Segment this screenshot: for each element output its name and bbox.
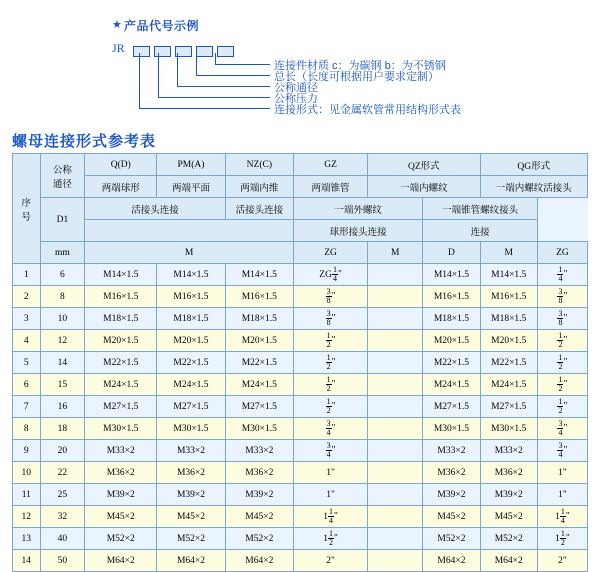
cell-qz-m — [368, 418, 423, 440]
table-row — [13, 352, 588, 374]
cell-index: 5 — [13, 352, 41, 374]
cell-gz: 2" — [294, 550, 368, 572]
table-row — [13, 462, 588, 484]
cell-pm: M22×1.5 — [157, 352, 225, 374]
header-dn-symbol: D1 — [40, 198, 85, 242]
cell-qg-m: M18×1.5 — [480, 308, 537, 330]
cell-qz-m — [368, 440, 423, 462]
cell-nz: M24×1.5 — [225, 374, 293, 396]
cell-pm: M33×2 — [157, 440, 225, 462]
cell-qd: M64×2 — [85, 550, 157, 572]
table-row — [13, 374, 588, 396]
table-row — [13, 308, 588, 330]
cell-index: 4 — [13, 330, 41, 352]
cell-index: 3 — [13, 308, 41, 330]
cell-pm: M24×1.5 — [157, 374, 225, 396]
cell-nz: M27×1.5 — [225, 396, 293, 418]
table-row — [13, 440, 588, 462]
table-row — [13, 286, 588, 308]
cell-qz-d: M22×1.5 — [423, 352, 480, 374]
cell-qz-d: M16×1.5 — [423, 286, 480, 308]
header-sub-union-2: 活接头连接 — [225, 198, 293, 220]
cell-qg-m: M36×2 — [480, 462, 537, 484]
header-index-line1: 序 — [21, 198, 32, 209]
cell-qg-zg: 2" — [537, 550, 587, 572]
cell-index: 6 — [13, 374, 41, 396]
cell-dn: 16 — [40, 396, 85, 418]
cell-gz: ZG $\frac{1}{4}$ " — [294, 264, 368, 286]
header-group-qg: QG形式 — [480, 154, 587, 176]
cell-nz: M33×2 — [225, 440, 293, 462]
cell-dn: 10 — [40, 308, 85, 330]
header-unit-m-3: M — [480, 242, 537, 264]
cell-pm: M45×2 — [157, 506, 225, 528]
cell-dn: 32 — [40, 506, 85, 528]
cell-index: 1 — [13, 264, 41, 286]
star-icon: ★ — [112, 19, 122, 31]
cell-pm: M20×1.5 — [157, 330, 225, 352]
leader-v-5 — [215, 53, 216, 64]
cell-index: 7 — [13, 396, 41, 418]
header-dn-line2: 通径 — [52, 178, 72, 190]
cell-gz: 1 $\frac{1}{2}$ " — [294, 528, 368, 550]
cell-nz: M36×2 — [225, 462, 293, 484]
cell-pm: M27×1.5 — [157, 396, 225, 418]
cell-qz-m — [368, 396, 423, 418]
table-row — [13, 264, 588, 286]
header-unit-mm: mm — [40, 242, 85, 264]
cell-qg-m: M27×1.5 — [480, 396, 537, 418]
table-title: 螺母连接形式参考表 — [12, 133, 157, 150]
cell-qz-m — [368, 506, 423, 528]
cell-dn: 8 — [40, 286, 85, 308]
header-unit-d: D — [423, 242, 480, 264]
cell-dn: 18 — [40, 418, 85, 440]
cell-qz-m — [368, 462, 423, 484]
cell-qg-m: M52×2 — [480, 528, 537, 550]
table-row — [13, 418, 588, 440]
code-box-row — [133, 43, 238, 61]
cell-qz-d: M18×1.5 — [423, 308, 480, 330]
header-unit-m-2: M — [368, 242, 423, 264]
cell-qz-m — [368, 374, 423, 396]
leader-v-3 — [177, 53, 178, 86]
leader-v-2 — [158, 53, 159, 97]
cell-qd: M14×1.5 — [85, 264, 157, 286]
cell-qd: M52×2 — [85, 528, 157, 550]
cell-pm: M18×1.5 — [157, 308, 225, 330]
product-code-diagram — [0, 0, 600, 130]
cell-pm: M64×2 — [157, 550, 225, 572]
header-unit-zg-1: ZG — [294, 242, 368, 264]
cell-qg-zg: 1 $\frac{1}{2}$ " — [537, 528, 587, 550]
cell-dn: 12 — [40, 330, 85, 352]
header-unit-zg-2: ZG — [537, 242, 587, 264]
cell-qg-zg: $\frac{3}{4}$ " — [537, 440, 587, 462]
table-row — [13, 396, 588, 418]
table-header-row-4 — [13, 220, 588, 242]
cell-index: 13 — [13, 528, 41, 550]
cell-qz-m — [368, 308, 423, 330]
cell-gz: $\frac{3}{8}$ " — [294, 286, 368, 308]
cell-qz-m — [368, 330, 423, 352]
header-group-qd: Q(D) — [85, 154, 157, 176]
cell-pm: M36×2 — [157, 462, 225, 484]
cell-nz: M64×2 — [225, 550, 293, 572]
cell-qz-d: M39×2 — [423, 484, 480, 506]
cell-qz-d: M14×1.5 — [423, 264, 480, 286]
header-dn-line1: 公称 — [52, 164, 72, 176]
header-unit-m-1: M — [85, 242, 294, 264]
leader-h-1 — [139, 108, 270, 109]
cell-pm: M14×1.5 — [157, 264, 225, 286]
leader-h-3 — [177, 86, 270, 87]
table-header-row-5 — [13, 242, 588, 264]
cell-nz: M39×2 — [225, 484, 293, 506]
code-box-4 — [196, 46, 213, 57]
cell-qg-zg: 1" — [537, 462, 587, 484]
cell-qg-zg: $\frac{1}{2}$ " — [537, 352, 587, 374]
cell-qd: M22×1.5 — [85, 352, 157, 374]
cell-qd: M33×2 — [85, 440, 157, 462]
cell-nz: M16×1.5 — [225, 286, 293, 308]
cell-dn: 6 — [40, 264, 85, 286]
cell-gz: $\frac{1}{2}$ " — [294, 374, 368, 396]
legend-total-length: 总长（长度可根据用户要求定制） — [274, 71, 439, 83]
code-box-1 — [133, 46, 150, 57]
cell-qz-m — [368, 484, 423, 506]
cell-qg-zg: $\frac{1}{2}$ " — [537, 330, 587, 352]
cell-qz-d: M33×2 — [423, 440, 480, 462]
cell-qg-zg: $\frac{3}{4}$ " — [537, 418, 587, 440]
cell-pm: M30×1.5 — [157, 418, 225, 440]
cell-qg-zg: 1 $\frac{1}{4}$ " — [537, 506, 587, 528]
cell-gz: $\frac{1}{2}$ " — [294, 330, 368, 352]
cell-qz-d: M36×2 — [423, 462, 480, 484]
table-row — [13, 484, 588, 506]
table-row — [13, 528, 588, 550]
table-header-row-1 — [13, 154, 588, 176]
cell-qz-d: M52×2 — [423, 528, 480, 550]
leader-v-4 — [196, 53, 197, 75]
leader-v-1 — [139, 53, 140, 108]
cell-nz: M18×1.5 — [225, 308, 293, 330]
cell-qg-zg: 1" — [537, 484, 587, 506]
cell-qd: M20×1.5 — [85, 330, 157, 352]
table-header-row-2 — [13, 176, 588, 198]
cell-qg-m: M14×1.5 — [480, 264, 537, 286]
table-body — [13, 264, 588, 572]
cell-qz-m — [368, 264, 423, 286]
cell-qz-d: M64×2 — [423, 550, 480, 572]
cell-nz: M14×1.5 — [225, 264, 293, 286]
header-group-nz: NZ(C) — [225, 154, 293, 176]
header-ball-joint: 球形接头连接 — [294, 220, 423, 242]
cell-dn: 15 — [40, 374, 85, 396]
cell-gz: $\frac{3}{8}$ " — [294, 308, 368, 330]
cell-index: 10 — [13, 462, 41, 484]
cell-qg-m: M30×1.5 — [480, 418, 537, 440]
cell-gz: $\frac{1}{2}$ " — [294, 396, 368, 418]
diagram-title: 产品代号示例 — [124, 19, 200, 33]
table-row — [13, 506, 588, 528]
header-type-qd: 两端球形 — [85, 176, 157, 198]
cell-nz: M52×2 — [225, 528, 293, 550]
header-group-qz: QZ形式 — [368, 154, 481, 176]
cell-qd: M36×2 — [85, 462, 157, 484]
cell-qg-m: M24×1.5 — [480, 374, 537, 396]
cell-qg-zg: $\frac{3}{8}$ " — [537, 286, 587, 308]
cell-index: 9 — [13, 440, 41, 462]
table-header-row-3 — [13, 198, 588, 220]
nut-connection-table — [12, 153, 588, 572]
header-type-qg: 一端内螺纹活接头 — [480, 176, 587, 198]
cell-qg-m: M45×2 — [480, 506, 537, 528]
cell-nz: M20×1.5 — [225, 330, 293, 352]
header-type-nz: 两端内维 — [225, 176, 293, 198]
header-type-gz: 两端锥管 — [294, 176, 368, 198]
leader-h-4 — [196, 75, 270, 76]
legend-nominal-diameter: 公称通径 — [274, 82, 318, 94]
cell-qz-d: M45×2 — [423, 506, 480, 528]
header-index — [13, 154, 41, 264]
cell-gz: $\frac{1}{2}$ " — [294, 352, 368, 374]
cell-qd: M45×2 — [85, 506, 157, 528]
cell-gz: 1" — [294, 484, 368, 506]
code-box-2 — [154, 46, 171, 57]
cell-pm: M52×2 — [157, 528, 225, 550]
legend-material: 连接件材质 c：为碳钢 b：为不锈钢 — [274, 60, 446, 72]
cell-index: 2 — [13, 286, 41, 308]
cell-qg-zg: $\frac{1}{2}$ " — [537, 396, 587, 418]
cell-index: 8 — [13, 418, 41, 440]
cell-nz: M30×1.5 — [225, 418, 293, 440]
leader-h-2 — [158, 97, 270, 98]
cell-qz-d: M20×1.5 — [423, 330, 480, 352]
cell-qg-zg: $\frac{3}{8}$ " — [537, 308, 587, 330]
cell-dn: 22 — [40, 462, 85, 484]
cell-qg-zg: $\frac{1}{4}$ " — [537, 264, 587, 286]
cell-dn: 50 — [40, 550, 85, 572]
header-type-qz: 一端内螺纹 — [368, 176, 481, 198]
code-box-5 — [217, 46, 234, 57]
cell-qd: M27×1.5 — [85, 396, 157, 418]
cell-gz: 1" — [294, 462, 368, 484]
header-type-pm: 两端平面 — [157, 176, 225, 198]
cell-gz: $\frac{3}{4}$ " — [294, 418, 368, 440]
cell-qz-d: M27×1.5 — [423, 396, 480, 418]
header-blank-cell — [85, 220, 294, 242]
cell-pm: M16×1.5 — [157, 286, 225, 308]
legend-nominal-pressure: 公称压力 — [274, 93, 318, 105]
header-group-pm: PM(A) — [157, 154, 225, 176]
cell-qz-d: M30×1.5 — [423, 418, 480, 440]
cell-qd: M16×1.5 — [85, 286, 157, 308]
cell-qg-m: M33×2 — [480, 440, 537, 462]
leader-h-5 — [215, 64, 270, 65]
cell-qg-zg: $\frac{1}{2}$ " — [537, 374, 587, 396]
table-row — [13, 550, 588, 572]
cell-dn: 14 — [40, 352, 85, 374]
header-connect: 连接 — [423, 220, 538, 242]
cell-qd: M18×1.5 — [85, 308, 157, 330]
cell-pm: M39×2 — [157, 484, 225, 506]
table-row — [13, 330, 588, 352]
cell-index: 11 — [13, 484, 41, 506]
cell-dn: 40 — [40, 528, 85, 550]
header-dn — [40, 154, 85, 198]
cell-gz: $\frac{3}{4}$ " — [294, 440, 368, 462]
cell-index: 14 — [13, 550, 41, 572]
cell-qg-m: M39×2 — [480, 484, 537, 506]
cell-qg-m: M64×2 — [480, 550, 537, 572]
legend-connection-form: 连接形式：见金属软管常用结构形式表 — [274, 104, 461, 116]
cell-qd: M24×1.5 — [85, 374, 157, 396]
cell-qg-m: M16×1.5 — [480, 286, 537, 308]
cell-qd: M39×2 — [85, 484, 157, 506]
cell-qg-m: M22×1.5 — [480, 352, 537, 374]
cell-gz: 1 $\frac{1}{4}$ " — [294, 506, 368, 528]
header-sub-union-1: 活接头连接 — [85, 198, 225, 220]
header-group-gz: GZ — [294, 154, 368, 176]
cell-qz-d: M24×1.5 — [423, 374, 480, 396]
cell-dn: 25 — [40, 484, 85, 506]
header-index-line2: 号 — [21, 212, 32, 223]
cell-nz: M45×2 — [225, 506, 293, 528]
header-sub-external-thread: 一端外螺纹 — [294, 198, 423, 220]
cell-qz-m — [368, 352, 423, 374]
cell-qz-m — [368, 286, 423, 308]
cell-qz-m — [368, 550, 423, 572]
cell-qg-m: M20×1.5 — [480, 330, 537, 352]
cell-qd: M30×1.5 — [85, 418, 157, 440]
cell-qz-m — [368, 528, 423, 550]
cell-dn: 20 — [40, 440, 85, 462]
header-sub-taper-thread: 一端锥管螺纹接头 — [423, 198, 538, 220]
cell-nz: M22×1.5 — [225, 352, 293, 374]
product-code-prefix: JR — [112, 41, 125, 55]
cell-index: 12 — [13, 506, 41, 528]
